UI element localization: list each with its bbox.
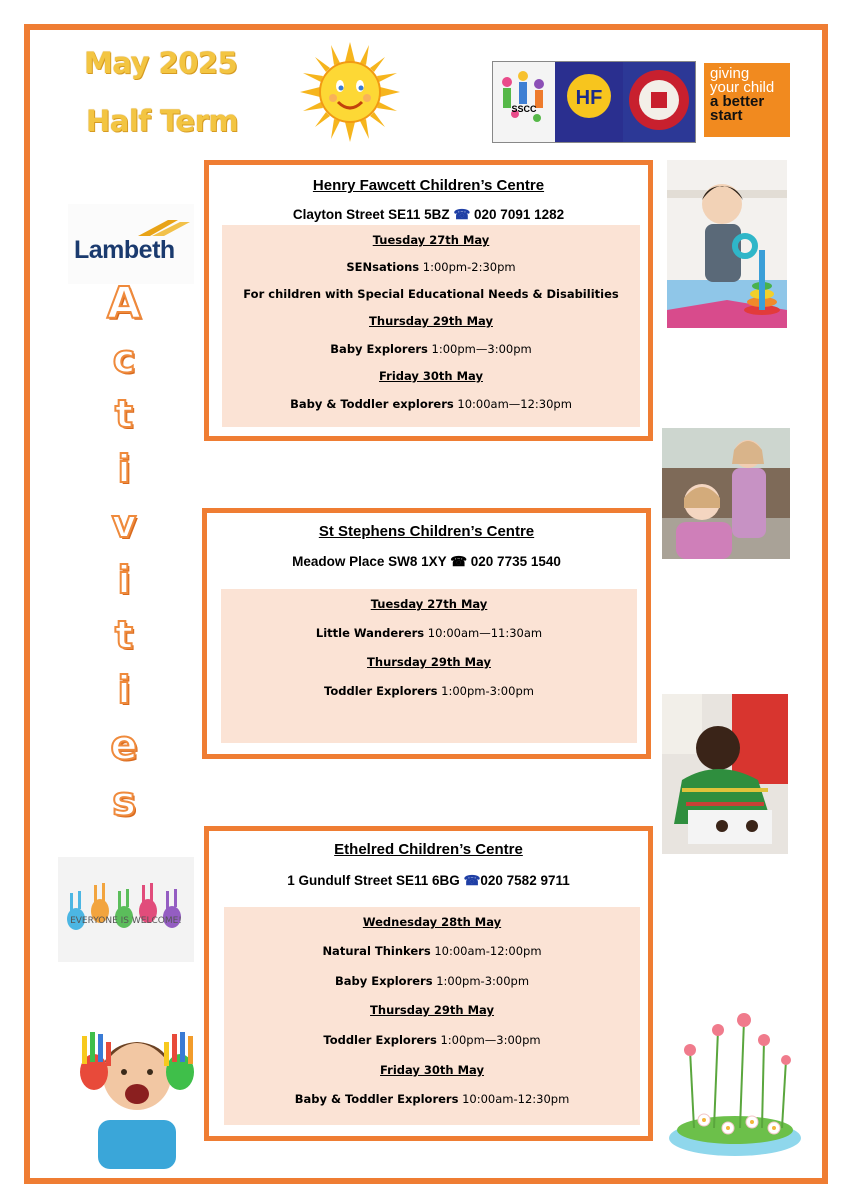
sscc-logo [493,62,555,142]
hf-logo-text: HF [575,87,603,109]
telephone-icon: ☎ [463,873,481,888]
activity-line: Natural Thinkers 10:00am-12:00pm [322,944,542,958]
giving-line-2: your child [710,79,775,96]
activity-line: Little Wanderers 10:00am—11:30am [315,626,543,640]
photo-baby-stacking-rings [667,160,787,328]
photo-boy-painted-hands [78,1002,196,1169]
everyone-welcome-text: EVERYONE IS WELCOME! [70,916,182,926]
activity-line: Baby Explorers 1:00pm—3:00pm [330,342,532,356]
letter-s: s [112,779,136,825]
activity-line: Baby & Toddler explorers 10:00am—12:30pm [290,397,572,411]
day-heading: Wednesday 28th May [362,915,502,929]
giving-your-child-logo [704,63,790,137]
sscc-logo-text: SSCC [511,104,537,114]
everyone-welcome-handprints [58,857,194,962]
centre-phone: 020 7735 1540 [470,554,561,569]
letter-i-3: i [117,668,131,712]
activity-line: SENsations 1:00pm-2:30pm [346,260,516,274]
letter-A: A [106,278,142,329]
letter-c: c [112,337,136,381]
activity-line: Baby Explorers 1:00pm-3:00pm [334,974,530,988]
telephone-icon: ☎ [453,207,475,222]
centre-address: 1 Gundulf Street SE11 6BG [287,873,460,888]
centre-name: Ethelred Children’s Centre [334,841,523,858]
photo-toddler-playing [662,694,788,854]
activity-line: Baby & Toddler Explorers 10:00am-12:30pm [294,1092,570,1106]
centre-address: Meadow Place SW8 1XY [292,554,447,569]
day-heading: Thursday 29th May [369,314,493,328]
title-half-term: Half Term [86,104,239,138]
centre-phone: 020 7582 9711 [480,873,570,888]
lambeth-emblem-icon [138,216,192,238]
partner-logos [492,61,696,143]
title-may-2025: May 2025 [84,46,238,80]
letter-t-2: t [114,613,134,657]
activities-vertical-word [88,276,160,830]
schedule-panel [221,589,637,743]
centre-name: Henry Fawcett Children’s Centre [312,177,545,194]
giving-line-4: start [710,107,743,124]
photo-two-girls [662,428,790,559]
lambeth-wordmark: Lambeth [74,236,175,264]
day-heading: Friday 30th May [379,369,483,383]
flowers-illustration [664,1010,806,1160]
day-heading: Tuesday 27th May [372,233,490,247]
activity-line: Toddler Explorers 1:00pm—3:00pm [323,1033,541,1047]
schedule-panel [224,907,640,1125]
activity-line: For children with Special Educational Needs & Disabilities [243,287,619,301]
centre-address-line [209,873,648,889]
letter-i-2: i [117,558,131,602]
henry-fawcett-box [204,160,653,441]
giving-line-1: giving [710,65,750,82]
centre-address: Clayton Street SE11 5BZ [292,207,450,222]
letter-e: e [110,723,138,769]
day-heading: Thursday 29th May [370,1003,494,1017]
day-heading: Tuesday 27th May [370,597,488,611]
lambeth-logo [68,204,194,284]
centre-name: St Stephens Children’s Centre [318,523,535,540]
letter-t-1: t [114,392,134,436]
letter-i-1: i [117,447,131,491]
day-heading: Thursday 29th May [367,655,491,669]
schedule-panel [222,225,640,427]
day-heading: Friday 30th May [380,1063,484,1077]
telephone-icon: ☎ [450,554,471,569]
nursery-school-logo [623,62,695,142]
ethelred-box [204,826,653,1141]
centre-address-line [207,554,646,570]
giving-line-3: a better [710,93,765,110]
centre-address-line [209,207,648,223]
letter-v: v [111,502,137,546]
activity-line: Toddler Explorers 1:00pm-3:00pm [324,684,534,698]
st-stephens-box [202,508,651,759]
sun-icon [300,42,400,142]
centre-phone: 020 7091 1282 [474,207,565,222]
hf-logo [555,62,623,142]
